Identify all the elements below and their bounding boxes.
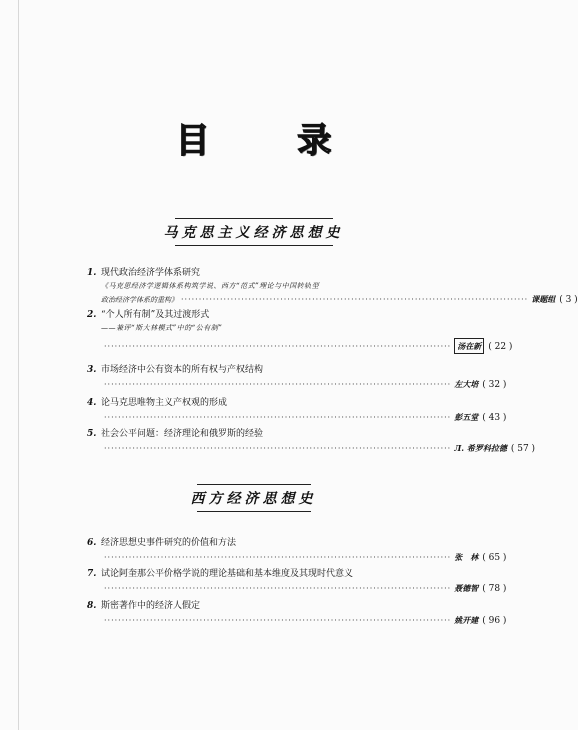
leader-dots: ·································································································· xyxy=(104,616,452,625)
entry-author: 姚开建 xyxy=(454,615,479,625)
leader-dots: ·································································································· xyxy=(104,342,452,351)
section-heading-marxist xyxy=(0,218,507,246)
entry-page: ( 65 ) xyxy=(482,553,507,563)
entry-page: ( 43 ) xyxy=(482,413,507,423)
entry-author: 课题组 xyxy=(531,294,556,304)
toc-entry-5[interactable] xyxy=(87,427,536,456)
entry-title: 试论阿奎那公平价格学说的理论基础和基本维度及其现时代意义 xyxy=(101,569,354,579)
entry-author: Л. 希罗科拉德 xyxy=(454,443,507,453)
page-edge-line xyxy=(18,0,19,730)
entry-title: 论马克思唯物主义产权观的形成 xyxy=(101,398,228,408)
entry-page: ( 22 ) xyxy=(488,342,513,352)
section-rule-bottom xyxy=(175,245,333,246)
entry-title: 经济思想史事件研究的价值和方法 xyxy=(101,538,237,548)
leader-dots: ·································································································· xyxy=(104,553,452,562)
entry-number: 1. xyxy=(87,268,97,278)
entry-title: 市场经济中公有资本的所有权与产权结构 xyxy=(101,365,264,375)
entry-number: 5. xyxy=(87,429,97,439)
entry-author: 张 林 xyxy=(454,552,479,562)
toc-entry-2[interactable] xyxy=(87,308,513,354)
entry-title: 斯密著作中的经济人假定 xyxy=(101,601,201,611)
entry-author: 汤在新 xyxy=(454,338,484,354)
leader-dots: ·································································································· xyxy=(104,584,452,593)
entry-number: 4. xyxy=(87,398,97,408)
entry-subtitle-cont: 政治经济学体系的重构》 xyxy=(101,296,178,304)
entry-number: 8. xyxy=(87,601,97,611)
leader-dots: ·································································································· xyxy=(104,380,452,389)
entry-number: 3. xyxy=(87,365,97,375)
entry-page: ( 3 ) xyxy=(559,295,578,305)
entry-title: 现代政治经济学体系研究 xyxy=(101,268,201,278)
toc-entry-8[interactable] xyxy=(87,599,507,628)
entry-page: ( 57 ) xyxy=(510,444,536,454)
toc-entry-4[interactable] xyxy=(87,396,507,425)
section-rule-bottom xyxy=(197,511,311,512)
page-title: 目 录 xyxy=(175,121,370,161)
entry-title: 社会公平问题：经济理论和俄罗斯的经验 xyxy=(101,429,264,439)
entry-page: ( 96 ) xyxy=(482,616,507,626)
toc-entry-6[interactable] xyxy=(87,536,507,565)
entry-author: 聂德智 xyxy=(454,583,479,593)
section-heading-label: 马克思主义经济思想史 xyxy=(163,225,344,241)
toc-entry-7[interactable] xyxy=(87,567,507,596)
entry-subtitle: ——兼评“斯大林模式”中的“公有制” xyxy=(101,324,223,332)
section-heading-label: 西方经济思想史 xyxy=(190,491,317,507)
entry-number: 7. xyxy=(87,569,97,579)
entry-title: “个人所有制”及其过渡形式 xyxy=(101,310,210,320)
entry-number: 2. xyxy=(87,310,97,320)
entry-author: 彭五堂 xyxy=(454,412,479,422)
entry-page: ( 32 ) xyxy=(482,380,507,390)
section-heading-western xyxy=(0,484,507,512)
entry-subtitle: 《马克思经济学逻辑体系构筑学说、西方“范式”理论与中国转轨型 xyxy=(101,282,320,290)
toc-entry-1[interactable] xyxy=(87,266,578,307)
leader-dots: ·································································································· xyxy=(104,413,452,422)
entry-page: ( 78 ) xyxy=(482,584,507,594)
leader-dots: ·································································································· xyxy=(104,444,452,453)
entry-number: 6. xyxy=(87,538,97,548)
leader-dots: ·································································································· xyxy=(181,295,529,304)
entry-author: 左大培 xyxy=(454,379,479,389)
toc-entry-3[interactable] xyxy=(87,363,507,392)
